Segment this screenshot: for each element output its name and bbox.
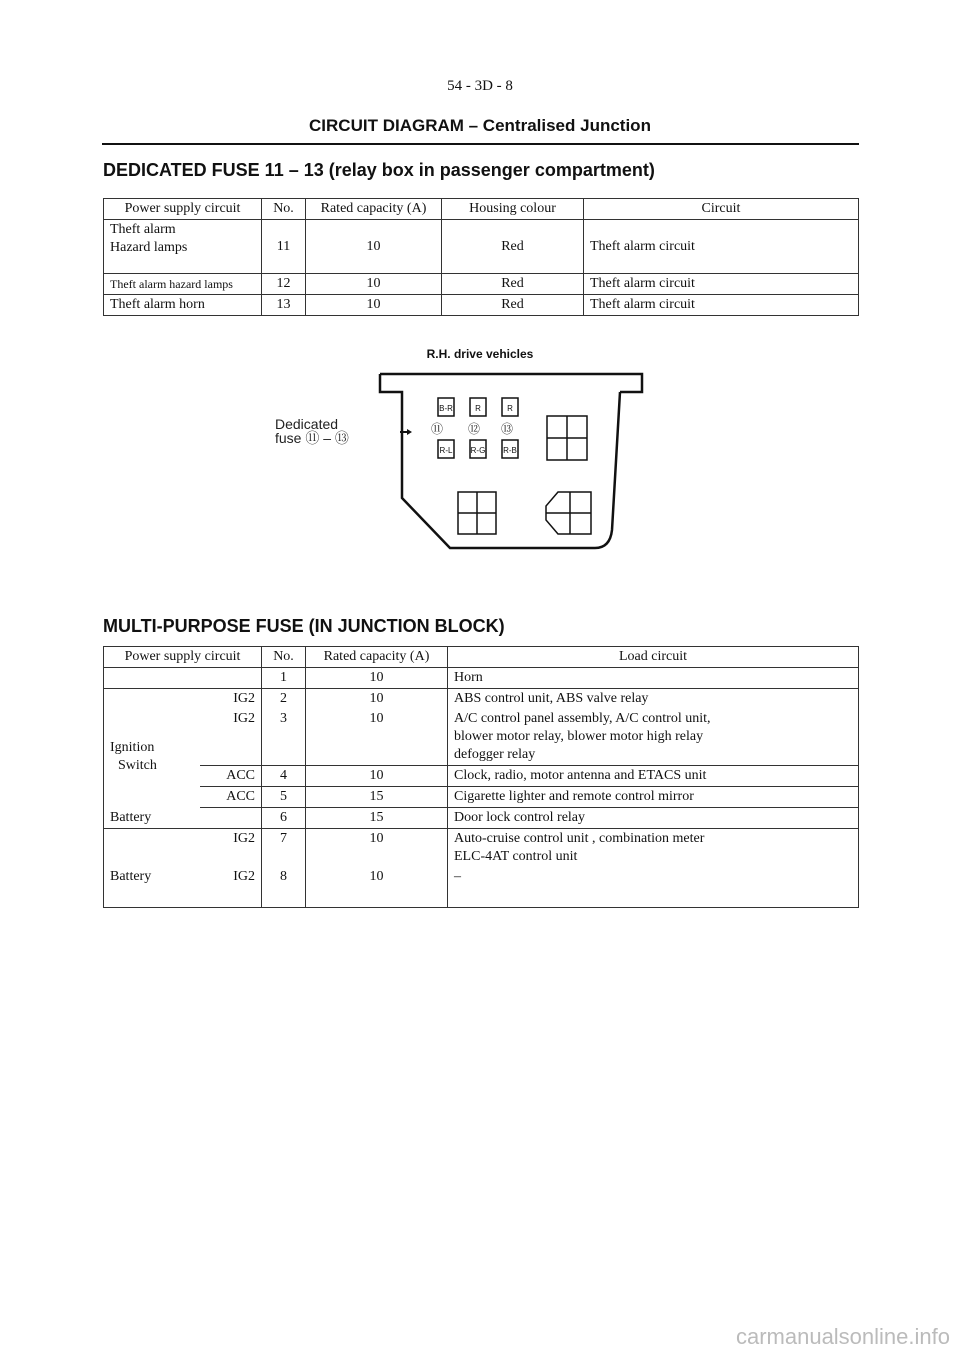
table-row <box>104 829 859 868</box>
relay-bottom-label-1: R-L <box>439 446 453 455</box>
ignition-label: Ignition <box>110 740 155 756</box>
load-line-1: A/C control panel assembly, A/C control unit, <box>454 711 711 726</box>
no-cell: 6 <box>262 808 306 829</box>
header-housing-colour: Housing colour <box>442 199 584 220</box>
supply-text-2: Hazard lamps <box>110 240 188 255</box>
header-load-circuit: Load circuit <box>448 647 859 668</box>
load-cell <box>448 709 859 766</box>
table-row <box>104 808 859 829</box>
circuit-cell: Theft alarm circuit <box>584 220 859 274</box>
load-line-3: defogger relay <box>454 747 536 762</box>
source-cell: Battery <box>104 808 200 829</box>
circuit-cell: Theft alarm circuit <box>584 295 859 316</box>
source-cell: Battery <box>104 867 200 907</box>
fuse-callout <box>275 417 349 445</box>
load-cell <box>448 829 859 868</box>
capacity-cell: 10 <box>306 689 448 710</box>
table-row <box>104 867 859 907</box>
no-cell: 3 <box>262 709 306 766</box>
dedicated-fuse-table <box>103 198 859 316</box>
capacity-cell: 10 <box>306 220 442 274</box>
multi-purpose-fuse-table <box>103 646 859 908</box>
load-line-1: Auto-cruise control unit , combination meter <box>454 831 705 846</box>
title-rule <box>102 143 859 145</box>
fuse-pointer-arrow <box>407 429 412 435</box>
table-row <box>104 220 859 274</box>
header-rated-capacity: Rated capacity (A) <box>306 199 442 220</box>
header-circuit: Circuit <box>584 199 859 220</box>
table-row <box>104 689 859 710</box>
colour-cell: Red <box>442 295 584 316</box>
capacity-cell: 10 <box>306 867 448 907</box>
dedicated-fuse-heading: DEDICATED FUSE 11 – 13 (relay box in passenger compartment) <box>103 160 655 180</box>
fuse-11-label: ⑪ <box>430 422 444 436</box>
colour-cell: Red <box>442 274 584 295</box>
ignition-switch-cell <box>104 689 200 808</box>
page-number: 54 - 3D - 8 <box>447 78 513 94</box>
table-row <box>104 274 859 295</box>
table-row <box>104 787 859 808</box>
relay-box-diagram <box>370 370 660 560</box>
load-cell: ABS control unit, ABS valve relay <box>448 689 859 710</box>
header-rated-capacity: Rated capacity (A) <box>306 647 448 668</box>
no-cell: 5 <box>262 787 306 808</box>
table-row <box>104 766 859 787</box>
capacity-cell: 10 <box>306 829 448 868</box>
capacity-cell: 15 <box>306 808 448 829</box>
load-cell: Clock, radio, motor antenna and ETACS unit <box>448 766 859 787</box>
no-cell: 1 <box>262 668 306 689</box>
fuse-12-label: ⑫ <box>467 422 481 436</box>
capacity-cell: 10 <box>306 274 442 295</box>
table-row <box>104 709 859 766</box>
fuse-13-label: ⑬ <box>500 422 514 436</box>
header-no: No. <box>262 199 306 220</box>
load-cell: Door lock control relay <box>448 808 859 829</box>
load-cell: – <box>448 867 859 907</box>
load-cell: Cigarette lighter and remote control mirror <box>448 787 859 808</box>
table-header-row <box>104 199 859 220</box>
no-cell: 11 <box>262 220 306 274</box>
no-cell: 12 <box>262 274 306 295</box>
colour-cell: Red <box>442 220 584 274</box>
load-line-2: blower motor relay, blower motor high relay <box>454 729 704 744</box>
table-header-row <box>104 647 859 668</box>
no-cell: 2 <box>262 689 306 710</box>
capacity-cell: 10 <box>306 295 442 316</box>
watermark: carmanualsonline.info <box>735 1324 950 1349</box>
capacity-cell: 10 <box>306 668 448 689</box>
supply-cell <box>104 220 262 274</box>
switch-label: Switch <box>118 758 157 774</box>
circuit-cell: Theft alarm circuit <box>584 274 859 295</box>
source-cell: IG2 <box>200 867 262 907</box>
load-cell: Horn <box>448 668 859 689</box>
header-power-supply: Power supply circuit <box>104 199 262 220</box>
table-row <box>104 295 859 316</box>
no-cell: 13 <box>262 295 306 316</box>
source-cell: IG2 <box>233 691 255 706</box>
relay-top-label-1: B-R <box>439 404 453 413</box>
no-cell: 8 <box>262 867 306 907</box>
page-title: CIRCUIT DIAGRAM – Centralised Junction <box>309 116 651 135</box>
supply-text: Theft alarm <box>110 222 176 237</box>
load-line-2: ELC-4AT control unit <box>454 849 578 864</box>
no-cell: 4 <box>262 766 306 787</box>
relay-top-label-2: R <box>475 404 481 413</box>
source-cell: ACC <box>200 787 262 808</box>
header-power-supply: Power supply circuit <box>104 647 262 668</box>
fuse-callout-line2: fuse ⑪ – ⑬ <box>275 430 349 446</box>
relay-box-top-edge <box>380 374 642 392</box>
source-cell: ACC <box>200 766 262 787</box>
relay-box-outline <box>380 374 620 548</box>
multi-purpose-fuse-heading: MULTI-PURPOSE FUSE (IN JUNCTION BLOCK) <box>103 616 505 636</box>
source-cell: IG2 <box>200 709 262 766</box>
diagram-label: R.H. drive vehicles <box>426 347 534 361</box>
header-no: No. <box>262 647 306 668</box>
supply-cell: Theft alarm horn <box>104 295 262 316</box>
fuse-callout-line1: Dedicated <box>275 416 339 432</box>
source-cell: IG2 <box>233 831 255 846</box>
relay-top-label-3: R <box>507 404 513 413</box>
capacity-cell: 10 <box>306 766 448 787</box>
supply-cell: Theft alarm hazard lamps <box>104 274 262 295</box>
no-cell: 7 <box>262 829 306 868</box>
table-row <box>104 668 859 689</box>
capacity-cell: 10 <box>306 709 448 766</box>
relay-bottom-label-3: R-B <box>503 446 517 455</box>
capacity-cell: 15 <box>306 787 448 808</box>
relay-bottom-label-2: R-G <box>470 446 486 455</box>
